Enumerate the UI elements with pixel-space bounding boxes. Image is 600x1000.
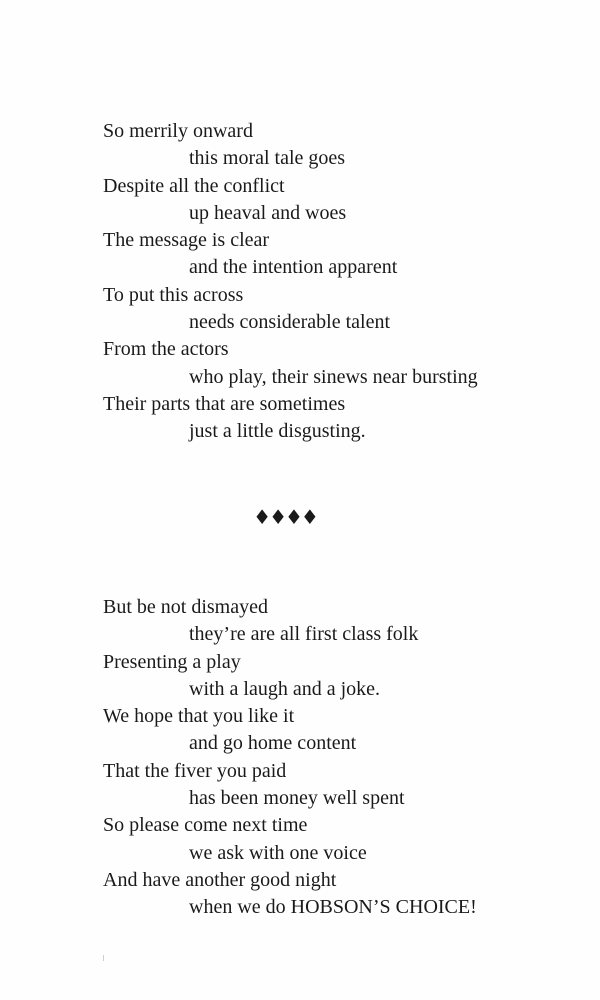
poem-line: From the actors [103,338,229,361]
poem-line: That the fiver you paid [103,759,287,782]
poem-line: who play, their sinews near bursting [189,365,478,388]
poem-line: has been money well spent [189,787,405,810]
poem-line: with a laugh and a joke. [189,677,381,700]
poem-line: We hope that you like it [103,705,295,728]
poem-line: But be not dismayed [103,596,268,618]
poem-line: To put this across [103,283,244,306]
stanza-two [103,594,583,922]
poem-line: And have another good night [103,868,337,891]
poem-line: when we do HOBSON’S CHOICE! [189,896,477,919]
poem-line: So merrily onward [103,120,253,142]
poem-line: and the intention apparent [189,256,398,279]
poem-line: Their parts that are sometimes [103,392,346,415]
poem-line: and go home content [189,732,357,755]
poem-line: up heaval and woes [189,201,347,224]
poem-line: they’re are all first class folk [189,623,419,646]
stanza-one [103,118,583,446]
poem-line: just a little disgusting. [189,420,366,443]
poem-line: needs considerable talent [189,311,391,334]
diamond-divider-icon: ♦♦♦♦ [253,505,317,529]
poem-line: Presenting a play [103,650,241,673]
poem-line: we ask with one voice [189,841,367,864]
poem-line: So please come next time [103,814,308,837]
poem-line: The message is clear [103,229,270,252]
paper-speck [103,955,104,961]
poem-line: Despite all the conflict [103,174,285,197]
poem-line: this moral tale goes [189,147,346,170]
